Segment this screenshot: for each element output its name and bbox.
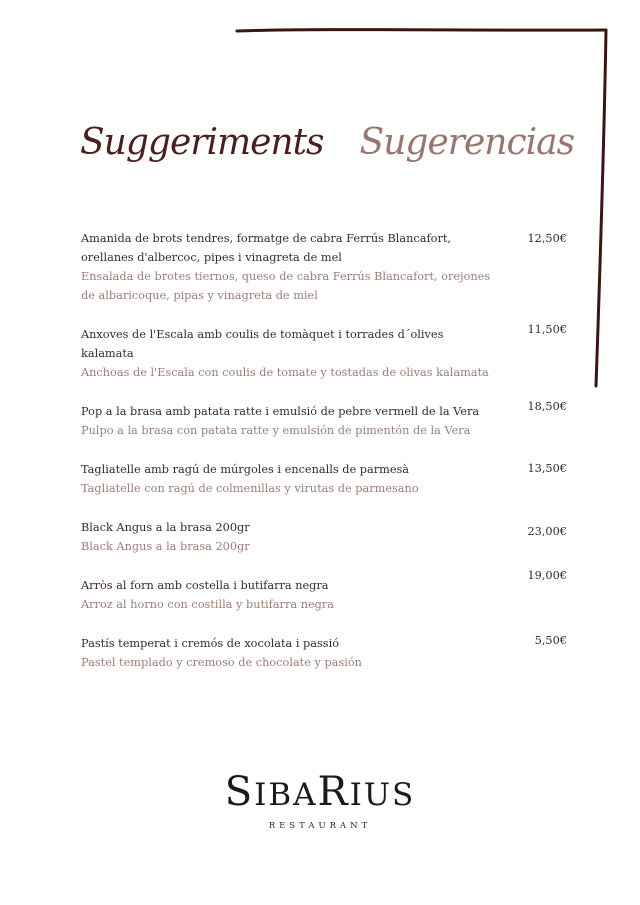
item-price: 13,50€ <box>527 462 567 475</box>
menu-item <box>81 634 571 672</box>
menu-list <box>81 229 571 672</box>
item-price: 12,50€ <box>527 232 567 245</box>
item-name-spanish: Arroz al horno con costilla y butifarra negra <box>81 598 335 611</box>
menu-item <box>81 325 571 382</box>
item-name-catalan: Black Angus a la brasa 200gr <box>81 521 250 534</box>
brand-tagline: RESTAURANT <box>268 821 372 831</box>
menu-heading <box>80 118 574 168</box>
item-name-catalan: Pop a la brasa amb patata ratte i emulsió de pebre vermell de la Vera <box>81 405 480 418</box>
menu-item <box>81 229 571 305</box>
menu-item <box>81 460 571 498</box>
item-name-spanish: Black Angus a la brasa 200gr <box>81 540 250 553</box>
heading-spanish: Sugerencias <box>359 122 575 163</box>
item-name-catalan: Pastís temperat i cremós de xocolata i passió <box>81 637 340 650</box>
item-name-spanish: Ensalada de brotes tiernos, queso de cabra Ferrús Blancafort, orejones de albaricoque, pipas y vinagreta de miel <box>81 270 491 302</box>
item-name-spanish: Tagliatelle con ragú de colmenillas y virutas de parmesano <box>81 482 419 495</box>
item-price: 18,50€ <box>527 400 567 413</box>
item-name-spanish: Pulpo a la brasa con patata ratte y emulsión de pimentón de la Vera <box>81 424 471 437</box>
item-name-spanish: Pastel templado y cremoso de chocolate y pasión <box>81 656 362 669</box>
item-name-catalan: Tagliatelle amb ragú de múrgoles i encenalls de parmesà <box>81 463 410 476</box>
menu-item <box>81 569 571 614</box>
heading-catalan: Suggeriments <box>80 122 324 163</box>
item-price: 19,00€ <box>527 569 567 582</box>
item-name-catalan: Arròs al forn amb costella i butifarra negra <box>81 579 329 592</box>
item-name-catalan: Amanida de brots tendres, formatge de cabra Ferrús Blancafort, orellanes d'albercoc, pipes i vinagreta de mel <box>81 232 451 264</box>
menu-item <box>81 402 571 440</box>
brand-name: SIBARIUS <box>224 769 416 815</box>
item-name-catalan: Anxoves de l'Escala amb coulis de tomàquet i torrades d´olives kalamata <box>81 328 444 360</box>
menu-item <box>81 518 571 556</box>
item-name-spanish: Anchoas de l'Escala con coulis de tomate y tostadas de olivas kalamata <box>81 366 489 379</box>
item-price: 5,50€ <box>534 634 567 647</box>
item-price: 23,00€ <box>527 525 567 538</box>
restaurant-logo <box>0 764 640 831</box>
item-price: 11,50€ <box>527 323 567 336</box>
